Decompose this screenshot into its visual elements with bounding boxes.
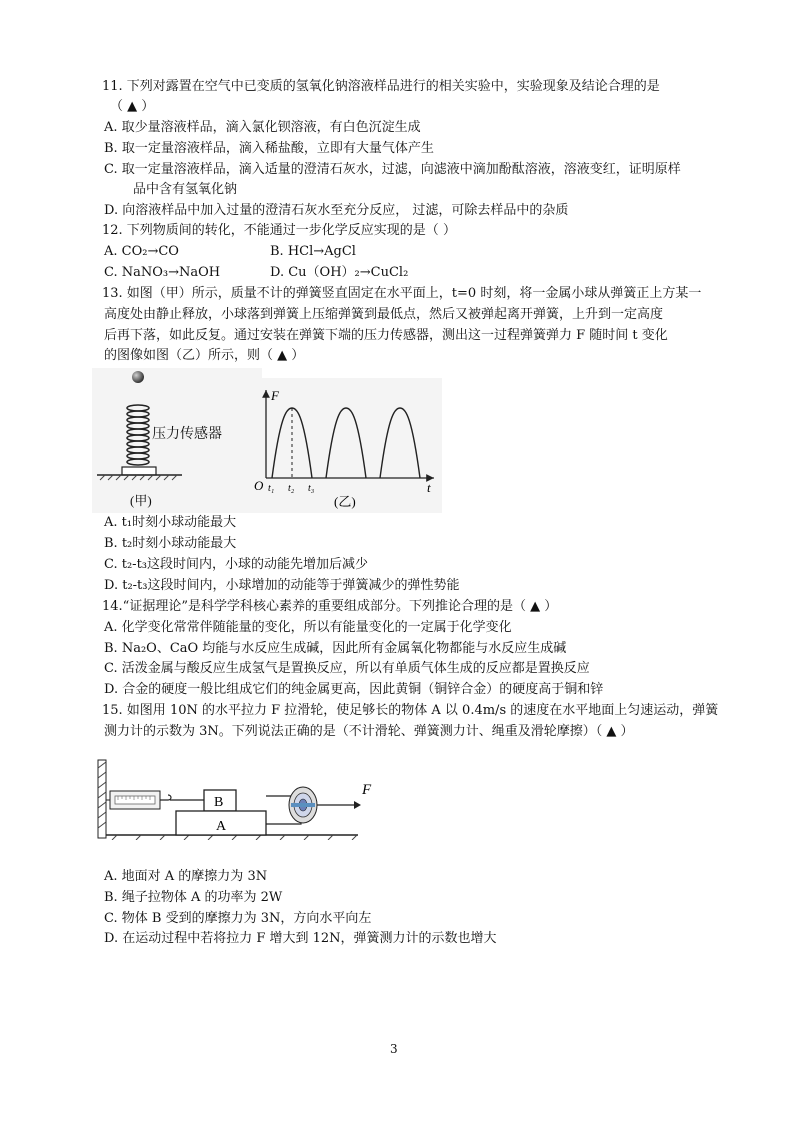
q14-option-b: B. Na₂O、CaO 均能与水反应生成碱，因此所有金属氧化物都能与水反应生成碱 (104, 641, 567, 656)
spring-scale (106, 791, 171, 809)
q12-stem: 12. 下列物质间的转化，不能通过一步化学反应实现的是（ ） (102, 223, 456, 238)
block-A-label: A (216, 819, 227, 834)
q15-option-d: D. 在运动过程中若将拉力 F 增大到 12N，弹簧测力计的示数也增大 (104, 931, 497, 946)
pulley (289, 787, 317, 823)
q12-option-c: C. NaNO₃→NaOH (104, 265, 221, 280)
force-F-label: F (362, 782, 372, 798)
q11-option-c-line1: C. 取一定量溶液样品，滴入适量的澄清石灰水，过滤，向滤液中滴加酚酞溶液，溶液变红，证明原样 (104, 162, 681, 177)
q15-stem-line1: 15. 如图用 10N 的水平拉力 F 拉滑轮，使足够长的物体 A 以 0.4m/s 的速度在水平地面上匀速运动，弹簧 (102, 703, 719, 718)
sensor-label: 压力传感器 (152, 425, 222, 441)
q11-stem-line1: 11. 下列对露置在空气中已变质的氢氧化钠溶液样品进行的相关实验中，实验现象及结论合理的是 (102, 79, 660, 94)
q15-option-a: A. 地面对 A 的摩擦力为 3N (104, 869, 268, 884)
metal-ball (132, 371, 144, 383)
q13-option-a: A. t₁时刻小球动能最大 (104, 515, 237, 530)
t1-label: t₁ (268, 483, 275, 494)
q15-option-b: B. 绳子拉物体 A 的功率为 2W (104, 890, 283, 905)
q14-option-a: A. 化学变化常常伴随能量的变化，所以有能量变化的一定属于化学变化 (104, 620, 512, 635)
q13-stem-line4: 的图像如图（乙）所示，则（ ▲ ） (104, 348, 305, 363)
q11-option-b: B. 取一定量溶液样品，滴入稀盐酸，立即有大量气体产生 (104, 141, 434, 156)
q14-option-d: D. 合金的硬度一般比组成它们的纯金属更高，因此黄铜（铜锌合金）的硬度高于铜和锌 (104, 682, 604, 697)
page-number: 3 (390, 1042, 398, 1056)
q13-option-d: D. t₂-t₃这段时间内，小球增加的动能等于弹簧减少的弹性势能 (104, 578, 460, 593)
q12-option-a: A. CO₂→CO (104, 244, 179, 259)
q13-figure-jia (92, 368, 262, 513)
axis-F-label: F (271, 388, 279, 403)
q11-option-c-line2: 品中含有氢氧化钠 (133, 182, 238, 197)
q15-stem-line2: 测力计的示数为 3N。下列说法正确的是（不计滑轮、弹簧测力计、绳重及滑轮摩擦）（ ▲ ） (104, 724, 634, 739)
t2-label: t₂ (288, 483, 295, 494)
t3-label: t₃ (308, 483, 315, 494)
fig-jia-label: (甲) (130, 493, 152, 508)
q13-stem-line2: 高度处由静止释放，小球落到弹簧上压缩弹簧到最低点，然后又被弹起离开弹簧，上升到一定高度 (104, 307, 664, 322)
block-B-label: B (214, 795, 224, 810)
q14-option-c: C. 活泼金属与酸反应生成氢气是置换反应，所以有单质气体生成的反应都是置换反应 (104, 661, 590, 676)
axis-t-label: t (427, 480, 431, 495)
pressure-sensor (122, 467, 156, 475)
q15-option-c: C. 物体 B 受到的摩擦力为 3N，方向水平向左 (104, 911, 372, 926)
q13-option-b: B. t₂时刻小球动能最大 (104, 536, 237, 551)
q14-stem: 14.“证据理论”是科学学科核心素养的重要组成部分。下列推论合理的是（ ▲ ） (102, 599, 558, 614)
q12-option-b: B. HCl→AgCl (270, 244, 356, 259)
q13-stem-line1: 13. 如图（甲）所示，质量不计的弹簧竖直固定在水平面上，t=0 时刻，将一金属小球从弹簧正上方某一 (102, 286, 702, 301)
q12-option-d: D. Cu（OH）₂→CuCl₂ (270, 265, 409, 280)
left-wall (98, 760, 106, 838)
fig-yi-label: (乙) (334, 494, 356, 509)
q13-stem-line3: 后再下落，如此反复。通过安装在弹簧下端的压力传感器，测出这一过程弹簧弹力 F 随时间 t 变化 (104, 328, 668, 343)
q11-option-a: A. 取少量溶液样品，滴入氯化钡溶液，有白色沉淀生成 (104, 120, 421, 135)
q13-figure-yi (252, 378, 442, 513)
q15-figure (96, 758, 376, 840)
q11-answer-blank: （ ▲ ） (110, 99, 155, 114)
q11-option-d: D. 向溶液样品中加入过量的澄清石灰水至充分反应， 过滤，可除去样品中的杂质 (104, 203, 569, 218)
axis-origin-label: O (254, 478, 264, 493)
q13-option-c: C. t₂-t₃这段时间内，小球的动能先增加后减少 (104, 557, 369, 572)
